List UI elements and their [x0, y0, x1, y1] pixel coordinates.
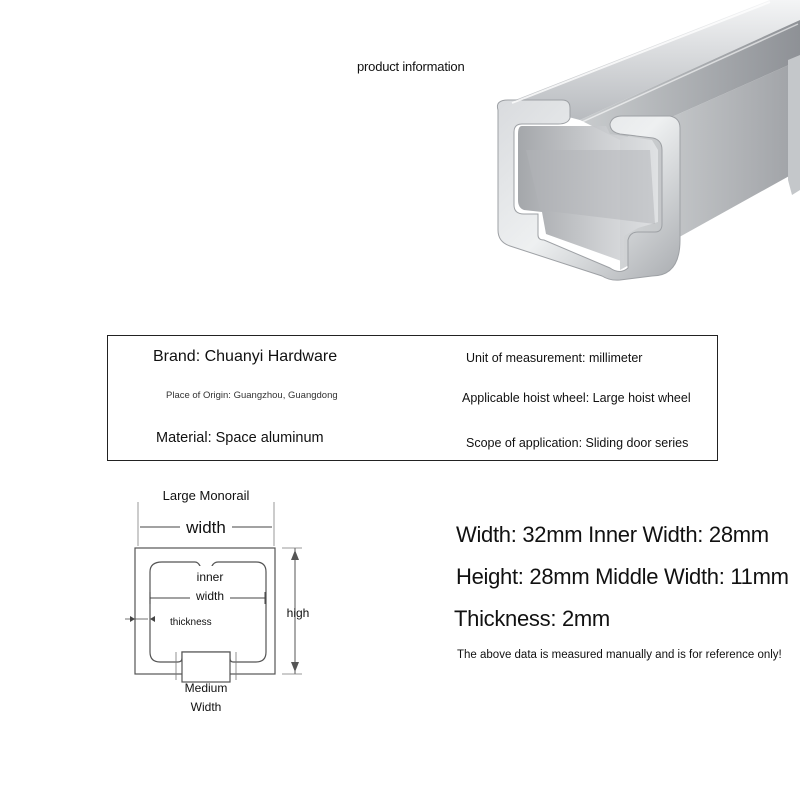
unit-label: Unit of measurement: millimeter — [466, 351, 643, 365]
width-label: width — [186, 518, 226, 537]
page-title: product information — [357, 59, 465, 74]
material-label: Material: Space aluminum — [156, 430, 324, 446]
diagram-title: Large Monorail — [162, 488, 250, 503]
cross-section-diagram — [90, 480, 390, 730]
scope-label: Scope of application: Sliding door series — [466, 436, 689, 450]
medium-width-label-2: Width — [190, 700, 222, 714]
origin-label: Place of Origin: Guangzhou, Guangdong — [166, 390, 338, 401]
hoist-wheel-label: Applicable hoist wheel: Large hoist wheel — [462, 391, 691, 405]
rail-product-image — [470, 0, 800, 290]
spec-width: Width: 32mm Inner Width: 28mm — [456, 522, 769, 547]
brand-label: Brand: Chuanyi Hardware — [153, 348, 338, 365]
product-info-box — [107, 335, 718, 461]
spec-thickness: Thickness: 2mm — [454, 606, 610, 631]
inner-width-label-2: width — [195, 589, 225, 603]
height-label: high — [286, 606, 310, 620]
disclaimer-note: The above data is measured manually and is for reference only! — [457, 649, 782, 661]
inner-width-label: inner — [196, 570, 224, 584]
spec-height: Height: 28mm Middle Width: 11mm — [456, 564, 789, 589]
medium-width-slot — [182, 652, 230, 682]
medium-width-label: Medium — [184, 681, 228, 695]
thickness-label: thickness — [170, 617, 212, 628]
